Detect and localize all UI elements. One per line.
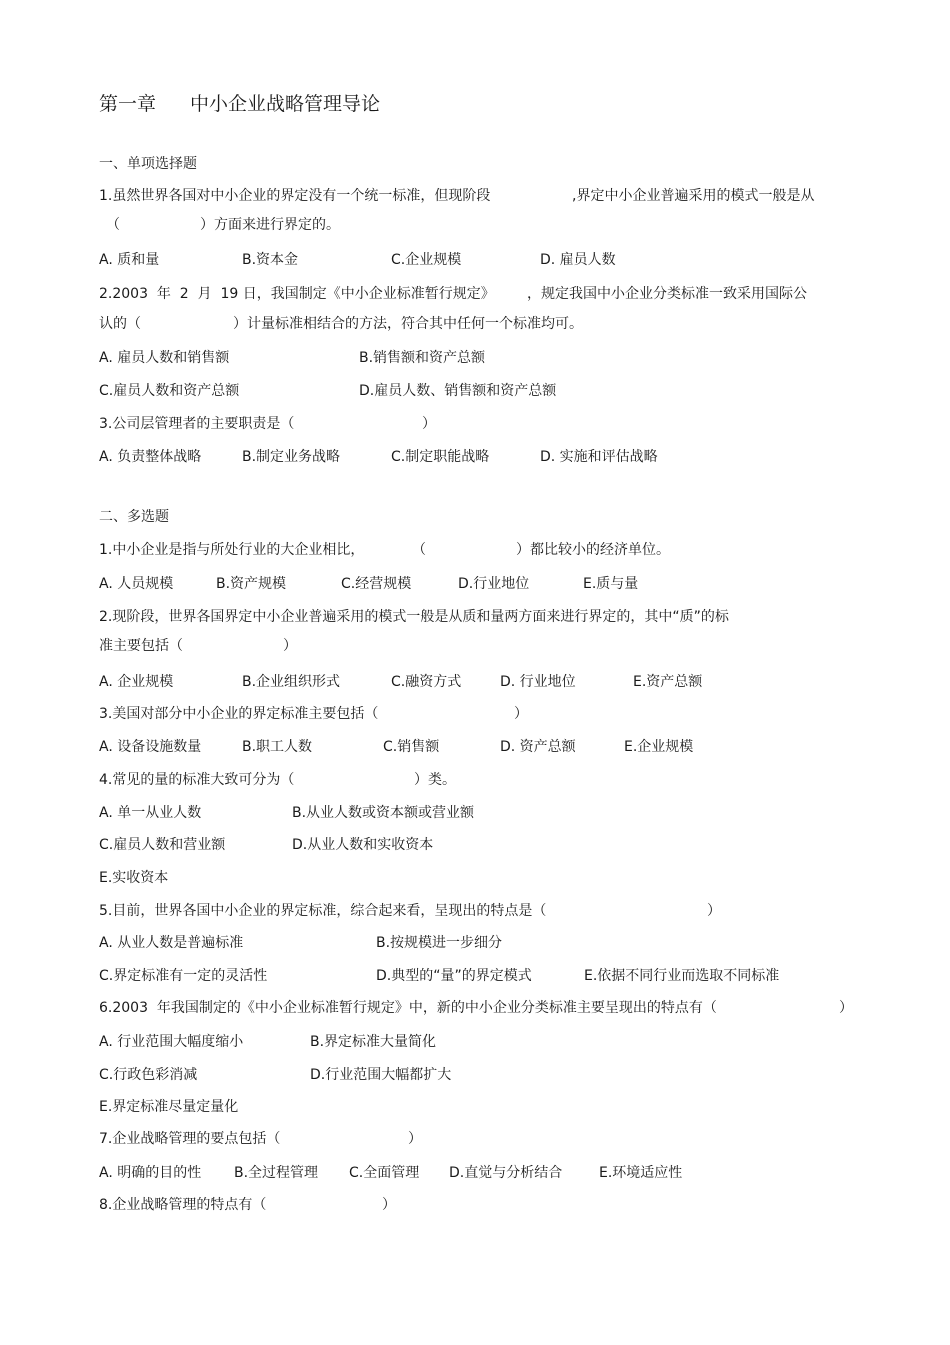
option-a: A. 从业人数是普遍标准 [99, 935, 244, 951]
option-d: D.行业范围大幅都扩大 [310, 1067, 452, 1083]
question-text: （ [106, 217, 120, 233]
option-b: B.界定标准大量简化 [310, 1034, 437, 1050]
option-a: A. 设备设施数量 [99, 739, 202, 755]
question-text: ） [422, 416, 436, 432]
question-text: ）方面来进行界定的。 [200, 217, 340, 233]
question-text: ）计量标准相结合的方法，符合其中任何一个标准均可。 [233, 316, 583, 332]
question-text: ） [408, 1131, 422, 1147]
option-a: A. 人员规模 [99, 576, 174, 592]
option-e: E.依据不同行业而选取不同标准 [584, 968, 780, 984]
question-text: 1.虽然世界各国对中小企业的界定没有一个统一标准，但现阶段 [99, 188, 491, 204]
option-c: C.雇员人数和资产总额 [99, 383, 240, 399]
option-b: B.从业人数或资本额或营业额 [292, 805, 475, 821]
question-text: 8.企业战略管理的特点有（ [99, 1197, 267, 1213]
question-text: ） [514, 706, 528, 722]
option-d: D.行业地位 [458, 576, 530, 592]
chapter-title: 中小企业战略管理导论 [190, 93, 381, 115]
option-e: E.环境适应性 [599, 1165, 683, 1181]
question-text: 7.企业战略管理的要点包括（ [99, 1131, 281, 1147]
option-b: B.全过程管理 [234, 1165, 319, 1181]
option-b: B.职工人数 [242, 739, 313, 755]
option-a: A. 负责整体战略 [99, 449, 202, 465]
question-text: 3.公司层管理者的主要职责是（ [99, 416, 295, 432]
question-text: ） [283, 638, 297, 654]
option-a: A. 行业范围大幅度缩小 [99, 1034, 244, 1050]
question-text: ，规定我国中小企业分类标准一致采用国际公 [527, 286, 807, 302]
question-text: ）类。 [414, 772, 456, 788]
question-text: 6.2003 年我国制定的《中小企业标准暂行规定》中，新的中小企业分类标准主要呈现出的特点有（ [99, 1000, 717, 1016]
option-d: D. 实施和评估战略 [540, 449, 658, 465]
question-text: 2.现阶段，世界各国界定中小企业普遍采用的模式一般是从质和量两方面来进行界定的，其中“质”的标 [99, 609, 729, 625]
question-text: 2.2003 年 2 月 19 日，我国制定《中小企业标准暂行规定》 [99, 286, 495, 302]
option-e: E.界定标准尽量定量化 [99, 1099, 239, 1115]
question-text: ,界定中小企业普遍采用的模式一般是从 [572, 188, 815, 204]
option-d: D.直觉与分析结合 [449, 1165, 563, 1181]
option-e: E.实收资本 [99, 870, 169, 886]
chapter-label: 第一章 [99, 93, 157, 115]
option-d: D.雇员人数、销售额和资产总额 [359, 383, 557, 399]
option-a: A. 质和量 [99, 252, 160, 268]
question-text: （ [412, 542, 426, 558]
question-text: ） [382, 1197, 396, 1213]
option-c: C.经营规模 [341, 576, 412, 592]
option-d: D. 资产总额 [500, 739, 576, 755]
option-b: B.企业组织形式 [242, 674, 341, 690]
option-b: B.销售额和资产总额 [359, 350, 486, 366]
option-d: D.典型的“量”的界定模式 [376, 968, 532, 984]
question-text: ） [707, 903, 721, 919]
option-c: C.界定标准有一定的灵活性 [99, 968, 268, 984]
question-text: 准主要包括（ [99, 638, 183, 654]
option-d: D. 雇员人数 [540, 252, 616, 268]
option-c: C.行政色彩消减 [99, 1067, 198, 1083]
option-c: C.企业规模 [391, 252, 462, 268]
question-text: 3.美国对部分中小企业的界定标准主要包括（ [99, 706, 379, 722]
option-e: E.企业规模 [624, 739, 694, 755]
option-c: C.全面管理 [349, 1165, 420, 1181]
option-c: C.制定职能战略 [391, 449, 490, 465]
section-heading-single-choice: 一、单项选择题 [99, 156, 197, 172]
option-d: D.从业人数和实收资本 [292, 837, 434, 853]
option-a: A. 企业规模 [99, 674, 174, 690]
option-b: B.按规模进一步细分 [376, 935, 503, 951]
question-text: ） [839, 1000, 853, 1016]
option-a: A. 雇员人数和销售额 [99, 350, 230, 366]
option-e: E.质与量 [583, 576, 639, 592]
section-heading-multiple-choice: 二、多选题 [99, 509, 169, 525]
option-e: E.资产总额 [633, 674, 703, 690]
option-c: C.融资方式 [391, 674, 462, 690]
option-a: A. 明确的目的性 [99, 1165, 202, 1181]
question-text: ）都比较小的经济单位。 [516, 542, 670, 558]
option-a: A. 单一从业人数 [99, 805, 202, 821]
question-text: 4.常见的量的标准大致可分为（ [99, 772, 295, 788]
option-b: B.资产规模 [216, 576, 287, 592]
option-c: C.雇员人数和营业额 [99, 837, 226, 853]
option-c: C.销售额 [383, 739, 440, 755]
option-d: D. 行业地位 [500, 674, 576, 690]
question-text: 1.中小企业是指与所处行业的大企业相比， [99, 542, 365, 558]
option-b: B.制定业务战略 [242, 449, 341, 465]
question-text: 认的（ [99, 316, 141, 332]
question-text: 5.目前，世界各国中小企业的界定标准，综合起来看，呈现出的特点是（ [99, 903, 547, 919]
option-b: B.资本金 [242, 252, 299, 268]
